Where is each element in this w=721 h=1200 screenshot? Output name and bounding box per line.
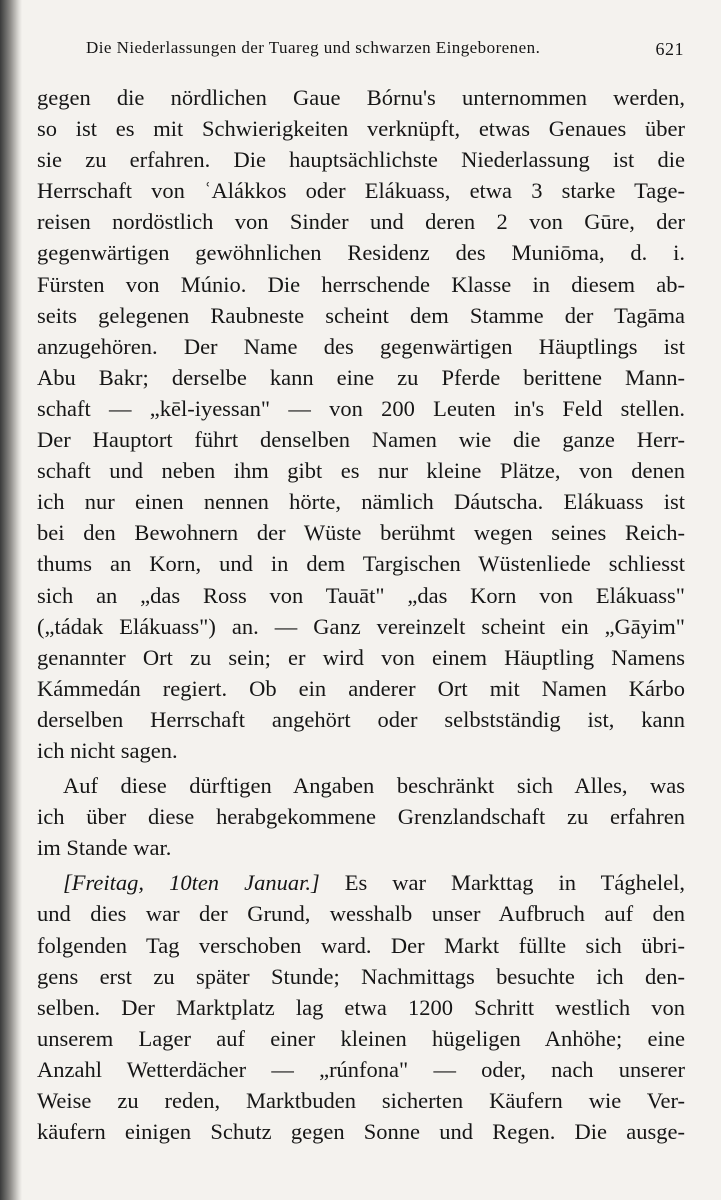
text-line: unserem Lager auf einer kleinen hügeligen Anhöhe; eine bbox=[37, 1025, 685, 1051]
text-line: seits gelegenen Raubneste scheint dem Stamme der Tagāma bbox=[37, 302, 685, 328]
text-line: ich nicht sagen. bbox=[37, 737, 178, 763]
page-gutter-shadow bbox=[0, 0, 22, 1200]
page-header bbox=[86, 38, 684, 68]
paragraph bbox=[37, 867, 685, 1147]
text-line: schaft — „kēl-iyessan" — von 200 Leuten in's Feld stellen. bbox=[37, 395, 685, 421]
running-head: Die Niederlassungen der Tuareg und schwarzen Eingeborenen. bbox=[86, 38, 541, 57]
page-number: 621 bbox=[655, 39, 684, 59]
text-line: Auf diese dürftigen Angaben beschränkt sich Alles, was bbox=[63, 773, 685, 799]
text-line: so ist es mit Schwierigkeiten verknüpft, etwas Genaues über bbox=[37, 116, 685, 142]
text-line: bei den Bewohnern der Wüste berühmt wegen seines Reich- bbox=[37, 520, 685, 546]
text-line: folgenden Tag verschoben ward. Der Markt füllte sich übri- bbox=[37, 932, 685, 958]
text-line: Abu Bakr; derselbe kann eine zu Pferde berittene Mann- bbox=[37, 364, 685, 390]
text-line: Fürsten von Múnio. Die herrschende Klasse in diesem ab- bbox=[37, 271, 685, 297]
text-line: gegenwärtigen gewöhnlichen Residenz des Muniōma, d. i. bbox=[37, 240, 685, 266]
text-line bbox=[37, 867, 685, 898]
text-line: Der Hauptort führt denselben Namen wie die ganze Herr- bbox=[37, 427, 685, 453]
text-line: ich nur einen nennen hörte, nämlich Dáutscha. Elákuass ist bbox=[37, 489, 685, 515]
paragraph bbox=[37, 82, 685, 766]
text-line: sich an „das Ross von Tauāt" „das Korn von Elákuass" bbox=[37, 582, 685, 608]
text-line: im Stande war. bbox=[37, 835, 172, 861]
text-line: käufern einigen Schutz gegen Sonne und Regen. Die ausge- bbox=[37, 1119, 685, 1145]
text-line: Kámmedán regiert. Ob ein anderer Ort mit Namen Kárbo bbox=[37, 675, 685, 701]
text-line: schaft und neben ihm gibt es nur kleine Plätze, von denen bbox=[37, 458, 685, 484]
text-line: anzugehören. Der Name des gegenwärtigen Häuptlings ist bbox=[37, 333, 685, 359]
text-line: derselben Herrschaft angehört oder selbstständig ist, kann bbox=[37, 706, 685, 732]
text-line: Weise zu reden, Marktbuden sicherten Käufern wie Ver- bbox=[37, 1088, 685, 1113]
date-label: [Freitag, 10ten Januar.] bbox=[63, 870, 320, 896]
text-line: Herrschaft von ʿAlákkos oder Elákuass, etwa 3 starke Tage- bbox=[37, 178, 685, 204]
text-line: thums an Korn, und in dem Targischen Wüstenliede schliesst bbox=[37, 551, 685, 577]
text-line: („tádak Elákuass") an. — Ganz vereinzelt scheint ein „Gāyim" bbox=[37, 613, 685, 639]
text-line: gegen die nördlichen Gaue Bórnu's unternommen werden, bbox=[37, 85, 685, 110]
text-line-rest: Es war Markttag in Tághelel, bbox=[344, 870, 685, 896]
text-line: selben. Der Marktplatz lag etwa 1200 Schritt westlich von bbox=[37, 994, 685, 1020]
text-line: reisen nordöstlich von Sinder und deren 2 von Gūre, der bbox=[37, 209, 685, 235]
text-line: ich über diese herabgekommene Grenzlandschaft zu erfahren bbox=[37, 804, 685, 830]
text-line: genannter Ort zu sein; er wird von einem Häuptling Namens bbox=[37, 644, 685, 670]
body-text bbox=[37, 82, 685, 1147]
text-line: gens erst zu später Stunde; Nachmittags besuchte ich den- bbox=[37, 963, 685, 989]
text-line: und dies war der Grund, wesshalb unser Aufbruch auf den bbox=[37, 901, 685, 927]
text-line: Anzahl Wetterdächer — „rúnfona" — oder, nach unserer bbox=[37, 1056, 685, 1082]
text-line: sie zu erfahren. Die hauptsächlichste Niederlassung ist die bbox=[37, 147, 685, 173]
paragraph bbox=[37, 770, 685, 863]
